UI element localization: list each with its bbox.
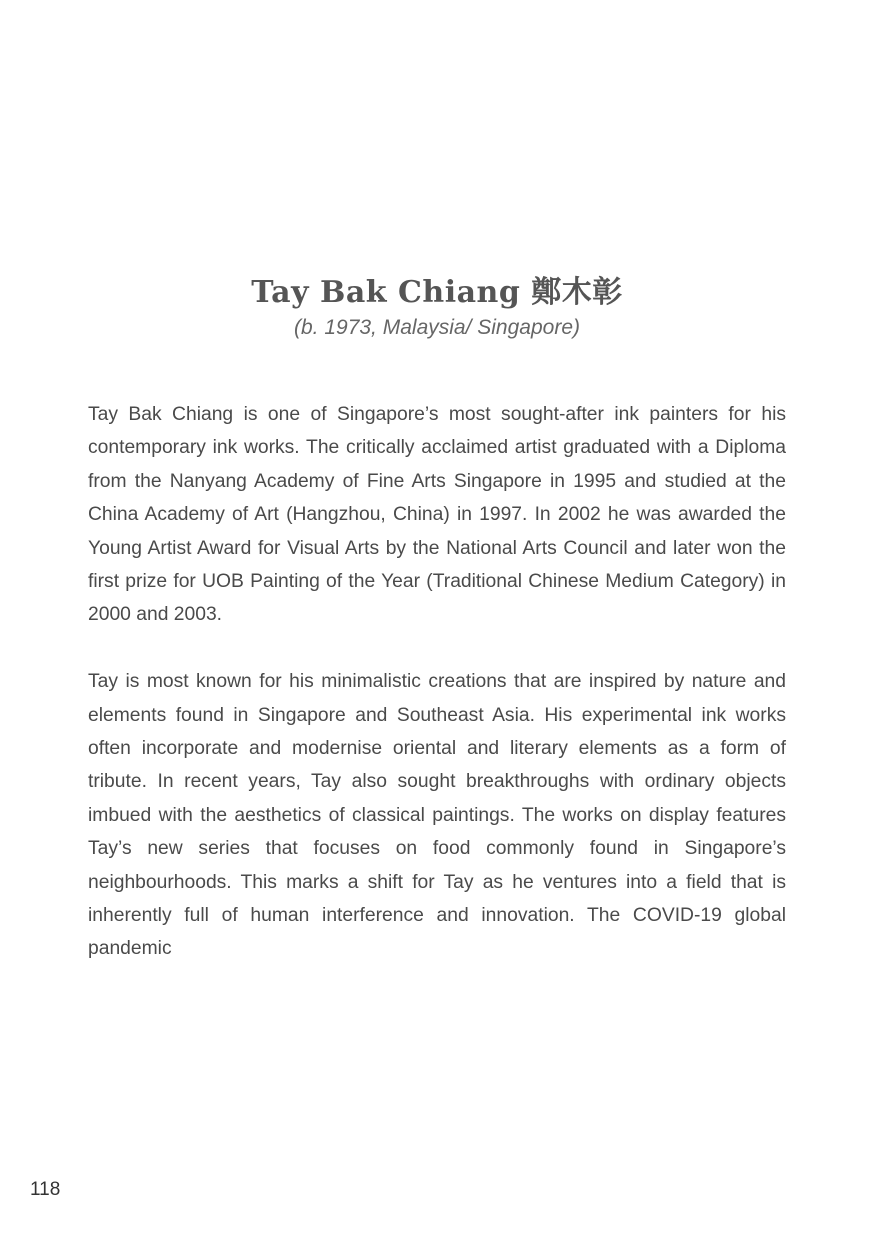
biography-paragraph-2: Tay is most known for his minimalistic creations that are inspired by nature and elements found in Singapore and Southeast Asia. His experimental ink works often incorporate and modernise oriental and literary elements as a form of tribute. In recent years, Tay also sought breakthroughs with ordinary objects imbued with the aesthetics of classical paintings. The works on display features Tay’s new series that focuses on food commonly found in Singapore’s neighbourhoods. This marks a shift for Tay as he ventures into a field that is inherently full of human interference and innovation. The COVID-19 global pandemic <box>88 671 786 960</box>
artist-name-heading: Tay Bak Chiang 鄭木彰 <box>251 275 623 310</box>
biography-paragraph-1: Tay Bak Chiang is one of Singapore’s most sought-after ink painters for his contemporary ink works. The critically acclaimed artist graduated with a Diploma from the Nanyang Academy of Fine Arts Singapore in 1995 and studied at the China Academy of Art (Hangzhou, China) in 1997. In 2002 he was awarded the Young Artist Award for Visual Arts by the National Arts Council and later won the first prize for UOB Painting of the Year (Traditional Chinese Medium Category) in 2000 and 2003. <box>88 404 786 626</box>
artist-biography <box>88 398 786 999</box>
artist-header <box>0 272 874 342</box>
artist-birth-origin: (b. 1973, Malaysia/ Singapore) <box>294 316 580 339</box>
page-number: 118 <box>30 1179 61 1200</box>
